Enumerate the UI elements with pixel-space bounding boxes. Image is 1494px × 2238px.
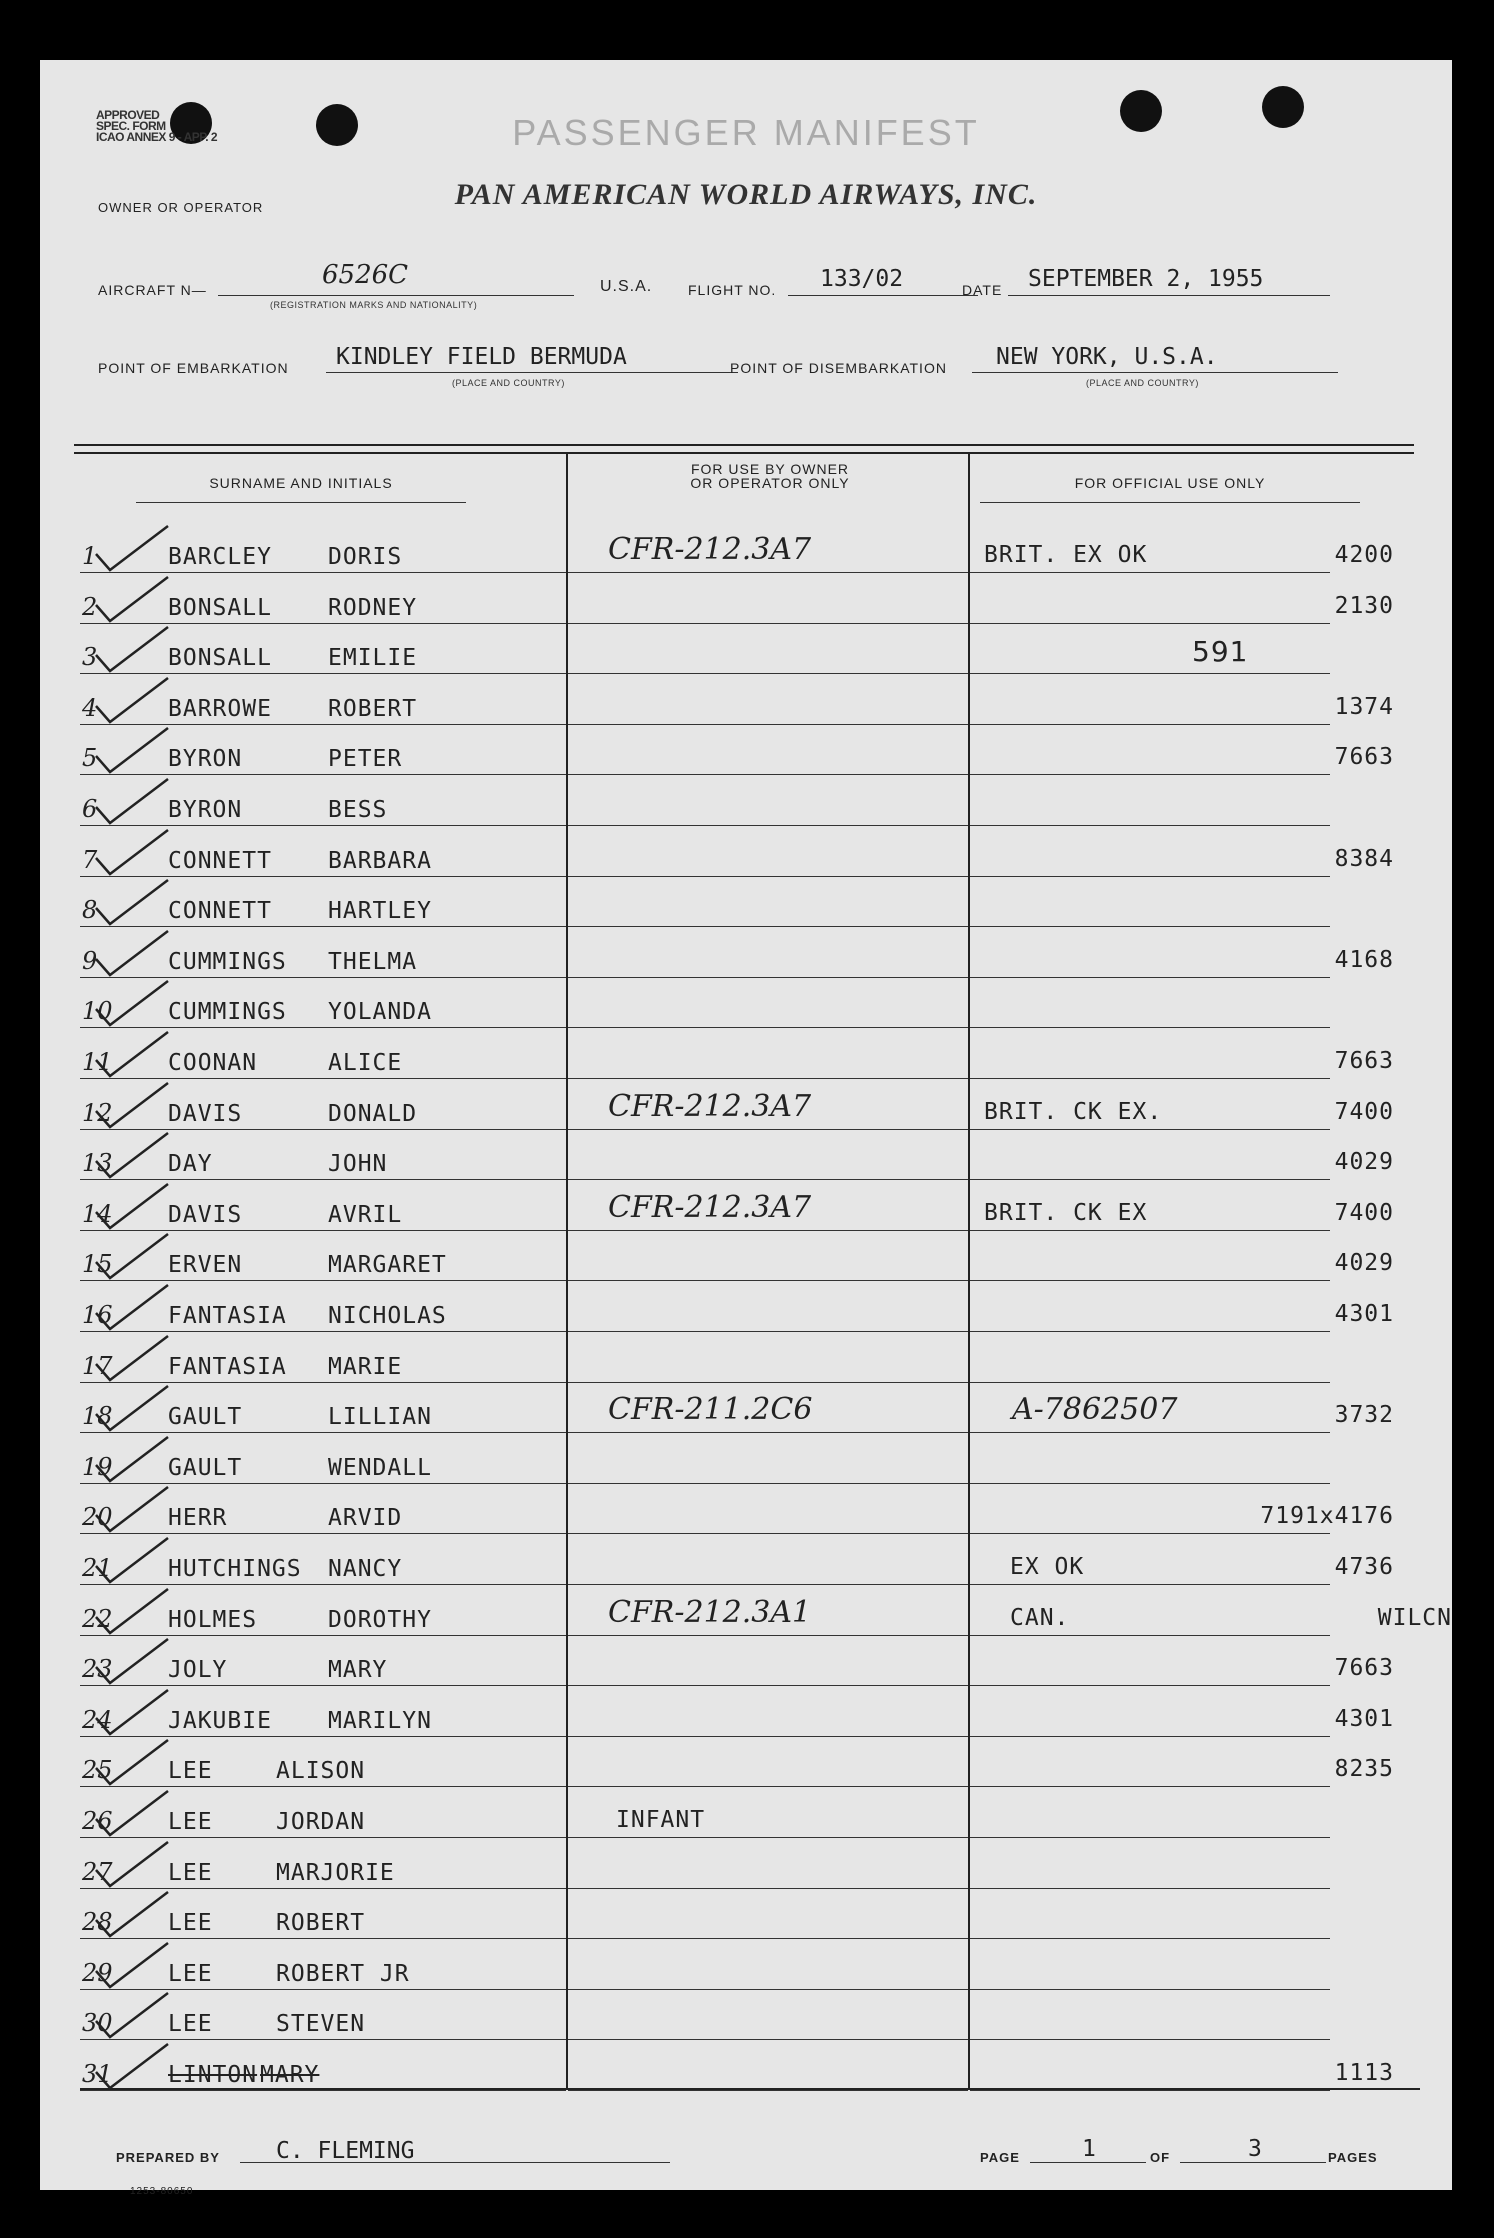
passenger-surname: DAY — [168, 1151, 213, 1177]
embark-underline — [326, 372, 738, 373]
flight-underline — [788, 295, 978, 296]
check-mark-icon — [92, 575, 152, 621]
manifest-sheet — [40, 60, 1452, 2197]
row-underline — [568, 1888, 968, 1889]
row-underline — [568, 876, 968, 877]
passenger-given-name: DORIS — [328, 544, 403, 570]
disembark-underline — [972, 372, 1338, 373]
row-number: 19 — [82, 1453, 113, 1481]
row-number: 1 — [82, 542, 98, 570]
passenger-given-name: DOROTHY — [328, 1607, 432, 1633]
official-note: A-7862507 — [1012, 1392, 1178, 1427]
row-underline — [568, 825, 968, 826]
official-code: 8384 — [1334, 846, 1394, 872]
passenger-surname: HOLMES — [168, 1607, 258, 1633]
page-underline — [1030, 2162, 1146, 2163]
passenger-surname: BONSALL — [168, 595, 272, 621]
row-number: 20 — [82, 1503, 113, 1531]
check-mark-icon — [92, 777, 152, 823]
official-note: BRIT. CK EX. — [984, 1099, 1163, 1125]
official-code: 3732 — [1334, 1402, 1394, 1428]
row-number: 27 — [82, 1858, 113, 1886]
disembark-sub: (PLACE AND COUNTRY) — [1086, 378, 1199, 388]
row-number: 13 — [82, 1149, 113, 1177]
row-underline — [568, 1129, 968, 1130]
header-underline — [980, 502, 1360, 503]
aircraft-value: 6526C — [322, 260, 409, 290]
passenger-given-name: NICHOLAS — [328, 1303, 447, 1329]
row-underline — [568, 1989, 968, 1990]
row-underline — [568, 926, 968, 927]
row-underline — [970, 774, 1330, 775]
row-number: 6 — [82, 795, 98, 823]
official-code: 4200 — [1334, 542, 1394, 568]
passenger-surname: BYRON — [168, 797, 243, 823]
passenger-given-name: ROBERT — [328, 696, 418, 722]
of-label: OF — [1150, 2150, 1171, 2165]
usa-label: U.S.A. — [600, 278, 653, 295]
passenger-surname: LEE — [168, 1860, 213, 1886]
passenger-given-name: MARGARET — [328, 1252, 447, 1278]
row-underline — [568, 1938, 968, 1939]
passenger-given-name: JOHN — [328, 1151, 388, 1177]
row-number: 17 — [82, 1352, 113, 1380]
row-underline — [568, 977, 968, 978]
row-underline — [568, 1533, 968, 1534]
passenger-surname: LEE — [168, 1910, 213, 1936]
row-underline — [970, 572, 1330, 573]
official-note: EX OK — [1010, 1554, 1085, 1580]
aircraft-sub: (REGISTRATION MARKS AND NATIONALITY) — [270, 300, 478, 310]
passenger-surname: LINTON — [168, 2062, 258, 2088]
page-title: PASSENGER MANIFEST — [512, 112, 980, 153]
official-code: 7663 — [1334, 744, 1394, 770]
passenger-given-name: ROBERT — [276, 1910, 366, 1936]
owner-label: OWNER OR OPERATOR — [98, 200, 264, 215]
row-number: 21 — [82, 1554, 113, 1582]
passenger-given-name: ARVID — [328, 1505, 403, 1531]
official-code: 1113 — [1334, 2060, 1394, 2086]
official-note: BRIT. CK EX — [984, 1200, 1148, 1226]
official-code: 7400 — [1334, 1099, 1394, 1125]
passenger-given-name: DONALD — [328, 1101, 418, 1127]
page-label: PAGE — [980, 2150, 1020, 2165]
row-underline — [568, 1382, 968, 1383]
row-number: 7 — [82, 846, 98, 874]
official-code: WILCN — [1377, 1605, 1452, 1631]
surname-column-header: SURNAME AND INITIALS — [209, 475, 393, 491]
row-number: 16 — [82, 1301, 113, 1329]
row-underline — [568, 1483, 968, 1484]
row-number: 9 — [82, 947, 98, 975]
row-number: 4 — [82, 694, 98, 722]
passenger-surname: HUTCHINGS — [168, 1556, 302, 1582]
passenger-given-name: LILLIAN — [328, 1404, 432, 1430]
row-underline — [970, 1533, 1330, 1534]
row-underline — [568, 1432, 968, 1433]
row-underline — [970, 1129, 1330, 1130]
prepared-label: PREPARED BY — [116, 2150, 220, 2165]
official-note: BRIT. EX OK — [984, 542, 1148, 568]
passenger-given-name: ALICE — [328, 1050, 403, 1076]
row-number: 29 — [82, 1959, 113, 1987]
passenger-given-name: EMILIE — [328, 645, 418, 671]
row-underline — [568, 1230, 968, 1231]
row-underline — [970, 1230, 1330, 1231]
table-bottom-rule — [80, 2088, 1420, 2090]
passenger-surname: BYRON — [168, 746, 243, 772]
row-number: 22 — [82, 1605, 113, 1633]
passenger-surname: COONAN — [168, 1050, 258, 1076]
check-mark-icon — [92, 878, 152, 924]
passenger-surname: LEE — [168, 2011, 213, 2037]
row-number: 11 — [82, 1048, 113, 1076]
official-column-header: FOR OFFICIAL USE ONLY — [1074, 475, 1266, 491]
embark-sub: (PLACE AND COUNTRY) — [452, 378, 565, 388]
passenger-surname: CONNETT — [168, 898, 272, 924]
row-number: 30 — [82, 2009, 113, 2037]
row-underline — [970, 825, 1330, 826]
column-divider — [566, 454, 568, 2088]
passenger-given-name: ALISON — [276, 1758, 366, 1784]
row-underline — [568, 1584, 968, 1585]
passenger-surname: CUMMINGS — [168, 949, 287, 975]
official-code: 7663 — [1334, 1655, 1394, 1681]
date-underline — [1008, 295, 1330, 296]
official-code: 7400 — [1334, 1200, 1394, 1226]
official-code: 1374 — [1334, 694, 1394, 720]
row-underline — [970, 1786, 1330, 1787]
passenger-surname: LEE — [168, 1758, 213, 1784]
passenger-given-name: NANCY — [328, 1556, 403, 1582]
approved-stamp: APPROVED SPEC. FORM ICAO ANNEX 9 - APP. 2 — [96, 108, 218, 144]
passenger-surname: FANTASIA — [168, 1354, 287, 1380]
passenger-given-name: THELMA — [328, 949, 418, 975]
passenger-surname: CONNETT — [168, 848, 272, 874]
passenger-given-name: MARJORIE — [276, 1860, 395, 1886]
passenger-surname: BARCLEY — [168, 544, 272, 570]
check-mark-icon — [92, 929, 152, 975]
row-underline — [970, 623, 1330, 624]
passenger-surname: LEE — [168, 1961, 213, 1987]
row-underline — [568, 1736, 968, 1737]
official-note: CAN. — [1010, 1605, 1070, 1631]
official-code: 4736 — [1334, 1554, 1394, 1580]
row-underline — [568, 2039, 968, 2040]
row-underline — [970, 876, 1330, 877]
row-underline — [970, 1280, 1330, 1281]
passenger-given-name: HARTLEY — [328, 898, 432, 924]
row-underline — [568, 1685, 968, 1686]
row-underline — [568, 1027, 968, 1028]
passenger-surname: ERVEN — [168, 1252, 243, 1278]
official-code: 7191x4176 — [1260, 1503, 1394, 1529]
official-code: 4301 — [1334, 1706, 1394, 1732]
official-code: 8235 — [1334, 1756, 1394, 1782]
row-underline — [970, 1078, 1330, 1079]
flight-label: FLIGHT NO. — [688, 282, 777, 298]
row-underline — [568, 1635, 968, 1636]
passenger-given-name: RODNEY — [328, 595, 418, 621]
row-number: 10 — [82, 997, 113, 1025]
row-underline — [568, 1280, 968, 1281]
flight-value: 133/02 — [820, 266, 904, 292]
row-number: 25 — [82, 1756, 113, 1784]
passenger-surname: DAVIS — [168, 1101, 243, 1127]
row-underline — [970, 1027, 1330, 1028]
passenger-surname: DAVIS — [168, 1202, 243, 1228]
owner-code: CFR-212.3A1 — [608, 1595, 812, 1630]
passenger-given-name: MARY — [328, 1657, 388, 1683]
row-number: 26 — [82, 1807, 113, 1835]
owner-column-header: FOR USE BY OWNER OR OPERATOR ONLY — [690, 461, 850, 491]
passenger-given-name: BARBARA — [328, 848, 432, 874]
row-underline — [970, 1938, 1330, 1939]
disembark-value: NEW YORK, U.S.A. — [996, 344, 1218, 370]
passenger-given-name: BESS — [328, 797, 388, 823]
official-code: 7663 — [1334, 1048, 1394, 1074]
row-underline — [568, 673, 968, 674]
row-underline — [568, 1078, 968, 1079]
owner-code: CFR-212.3A7 — [608, 1089, 812, 1124]
row-underline — [568, 1837, 968, 1838]
row-number: 31 — [82, 2060, 113, 2088]
check-mark-icon — [92, 625, 152, 671]
row-number: 2 — [82, 593, 98, 621]
row-number: 23 — [82, 1655, 113, 1683]
row-underline — [970, 1888, 1330, 1889]
disembark-label: POINT OF DISEMBARKATION — [730, 360, 947, 376]
row-underline — [568, 774, 968, 775]
row-underline — [970, 1179, 1330, 1180]
row-underline — [970, 2039, 1330, 2040]
form-number: 1253-80650 — [130, 2186, 194, 2197]
passenger-surname: GAULT — [168, 1404, 243, 1430]
date-value: SEPTEMBER 2, 1955 — [1028, 266, 1264, 292]
row-number: 18 — [82, 1402, 113, 1430]
row-underline — [970, 1432, 1330, 1433]
passenger-given-name: MARY — [260, 2062, 320, 2088]
passenger-surname: LEE — [168, 1809, 213, 1835]
embark-label: POINT OF EMBARKATION — [98, 360, 289, 376]
row-underline — [970, 1736, 1330, 1737]
owner-code: CFR-212.3A7 — [608, 532, 812, 567]
check-mark-icon — [92, 726, 152, 772]
table-top-rule — [74, 452, 1414, 454]
row-underline — [970, 1584, 1330, 1585]
row-underline — [568, 724, 968, 725]
official-code: 2130 — [1334, 593, 1394, 619]
row-number: 14 — [82, 1200, 113, 1228]
passenger-given-name: PETER — [328, 746, 403, 772]
date-label: DATE — [962, 282, 1003, 298]
official-code: 4301 — [1334, 1301, 1394, 1327]
passenger-given-name: AVRIL — [328, 1202, 403, 1228]
row-number: 5 — [82, 744, 98, 772]
header-underline — [136, 502, 466, 503]
row-number: 24 — [82, 1706, 113, 1734]
row-number: 12 — [82, 1099, 113, 1127]
passenger-surname: GAULT — [168, 1455, 243, 1481]
passenger-given-name: MARILYN — [328, 1708, 432, 1734]
row-number: 28 — [82, 1908, 113, 1936]
passenger-surname: JAKUBIE — [168, 1708, 272, 1734]
row-underline — [568, 2090, 968, 2091]
owner-note: INFANT — [616, 1807, 706, 1833]
airline-name: PAN AMERICAN WORLD AIRWAYS, INC. — [454, 178, 1038, 211]
pages-label: PAGES — [1328, 2150, 1378, 2165]
row-underline — [970, 1331, 1330, 1332]
of-underline — [1180, 2162, 1326, 2163]
row-number: 8 — [82, 896, 98, 924]
page-value: 1 — [1082, 2136, 1096, 2162]
aircraft-label: AIRCRAFT N— — [98, 282, 207, 298]
row-underline — [970, 926, 1330, 927]
table-top-rule — [74, 444, 1414, 446]
passenger-given-name: ROBERT JR — [276, 1961, 410, 1987]
passenger-surname: CUMMINGS — [168, 999, 287, 1025]
passenger-given-name: YOLANDA — [328, 999, 432, 1025]
check-mark-icon — [92, 676, 152, 722]
check-mark-icon — [92, 524, 152, 570]
row-underline — [970, 673, 1330, 674]
passenger-given-name: MARIE — [328, 1354, 403, 1380]
row-underline — [568, 1786, 968, 1787]
row-underline — [970, 977, 1330, 978]
passenger-surname: JOLY — [168, 1657, 228, 1683]
passenger-surname: FANTASIA — [168, 1303, 287, 1329]
row-underline — [568, 1331, 968, 1332]
of-value: 3 — [1248, 2136, 1262, 2162]
check-mark-icon — [92, 828, 152, 874]
column-divider — [968, 454, 970, 2088]
passenger-surname: HERR — [168, 1505, 228, 1531]
row-number: 15 — [82, 1250, 113, 1278]
passenger-surname: BARROWE — [168, 696, 272, 722]
aircraft-underline — [218, 295, 574, 296]
official-code: 4029 — [1334, 1149, 1394, 1175]
row-underline — [568, 572, 968, 573]
row-underline — [970, 1989, 1330, 1990]
row-underline — [568, 623, 968, 624]
row-underline — [970, 724, 1330, 725]
embark-value: KINDLEY FIELD BERMUDA — [336, 344, 627, 370]
official-note: 591 — [1192, 635, 1249, 668]
row-underline — [970, 1483, 1330, 1484]
row-underline — [970, 1635, 1330, 1636]
owner-code: CFR-212.3A7 — [608, 1190, 812, 1225]
row-underline — [970, 1837, 1330, 1838]
owner-code: CFR-211.2C6 — [608, 1392, 813, 1427]
passenger-given-name: JORDAN — [276, 1809, 366, 1835]
passenger-given-name: STEVEN — [276, 2011, 366, 2037]
row-underline — [568, 1179, 968, 1180]
passenger-surname: BONSALL — [168, 645, 272, 671]
row-underline — [970, 1685, 1330, 1686]
row-number: 3 — [82, 643, 98, 671]
prepared-value: C. FLEMING — [276, 2138, 415, 2164]
passenger-given-name: WENDALL — [328, 1455, 432, 1481]
official-code: 4029 — [1334, 1250, 1394, 1276]
row-underline — [970, 2090, 1330, 2091]
row-underline — [970, 1382, 1330, 1383]
official-code: 4168 — [1334, 947, 1394, 973]
